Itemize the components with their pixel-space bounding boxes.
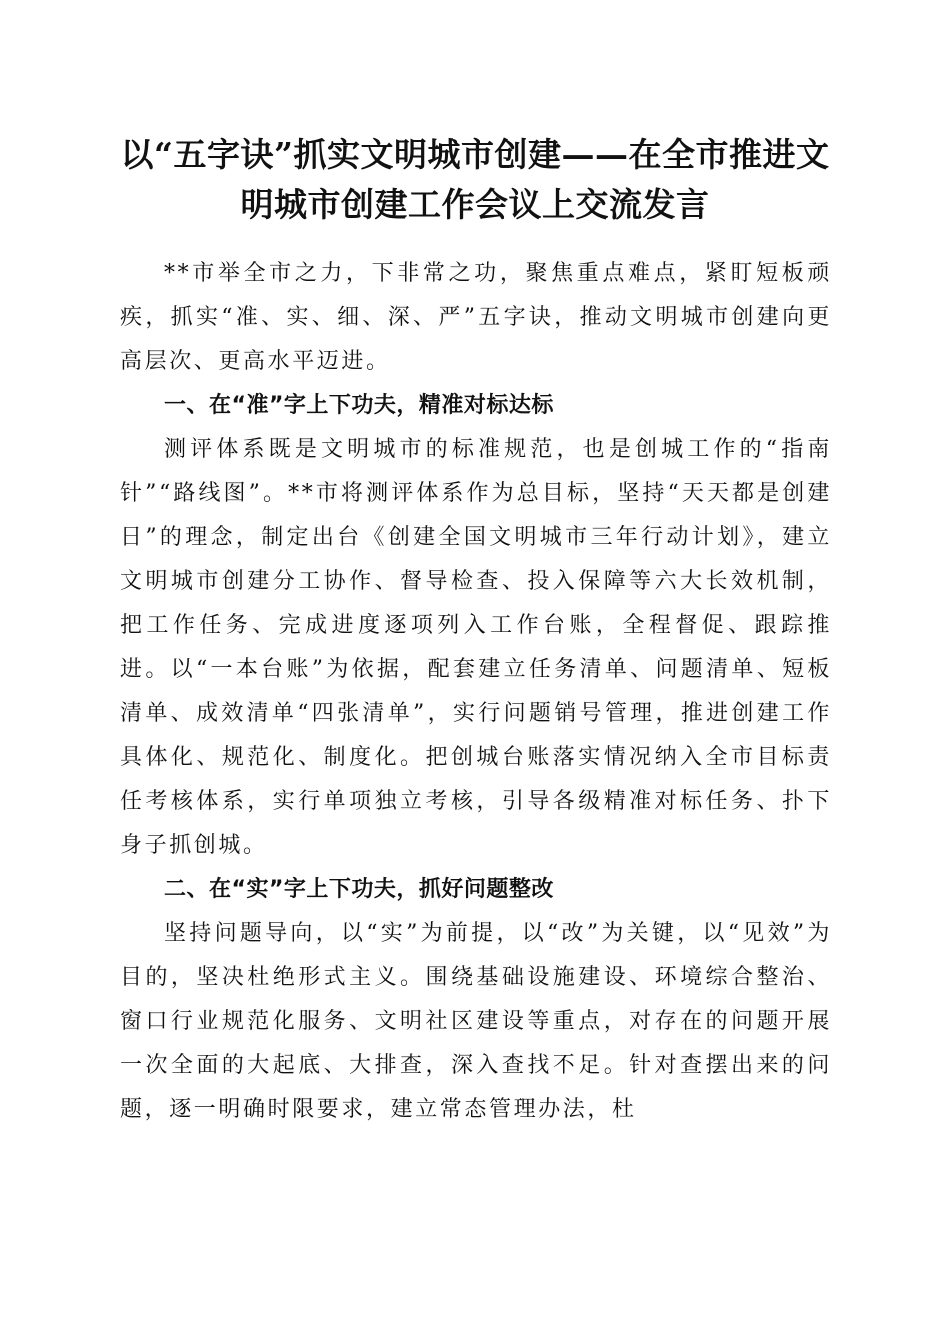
- section-heading-1: 一、在“准”字上下功夫，精准对标达标: [164, 393, 554, 418]
- section-heading-2: 二、在“实”字上下功夫，抓好问题整改: [164, 877, 554, 902]
- document-title: 以“五字诀”抓实文明城市创建——在全市推进文明城市创建工作会议上交流发言: [120, 135, 830, 224]
- section-paragraph-1: 测评体系既是文明城市的标准规范，也是创城工作的“指南针”“路线图”。**市将测评体系作为总目标，坚持“天天都是创建日”的理念，制定出台《创建全国文明城市三年行动计划》，建立文明城市创建分工协作、督导检查、投入保障等六大长效机制，把工作任务、完成进度逐项列入工作台账，全程督促、跟踪推进。以“一本台账”为依据，配套建立任务清单、问题清单、短板清单、成效清单“四张清单”，实行问题销号管理，推进创建工作具体化、规范化、制度化。把创城台账落实情况纳入全市目标责任考核体系，实行单项独立考核，引导各级精准对标任务、扑下身子抓创城。: [120, 437, 832, 858]
- document-body: [120, 252, 832, 1132]
- section-paragraph-2: 坚持问题导向，以“实”为前提，以“改”为关键，以“见效”为目的，坚决杜绝形式主义。围绕基础设施建设、环境综合整治、窗口行业规范化服务、文明社区建设等重点，对存在的问题开展一次全面的大起底、大排查，深入查找不足。针对查摆出来的问题，逐一明确时限要求，建立常态管理办法，杜: [120, 921, 832, 1122]
- intro-paragraph: **市举全市之力，下非常之功，聚焦重点难点，紧盯短板顽疾，抓实“准、实、细、深、严”五字诀，推动文明城市创建向更高层次、更高水平迈进。: [120, 261, 832, 374]
